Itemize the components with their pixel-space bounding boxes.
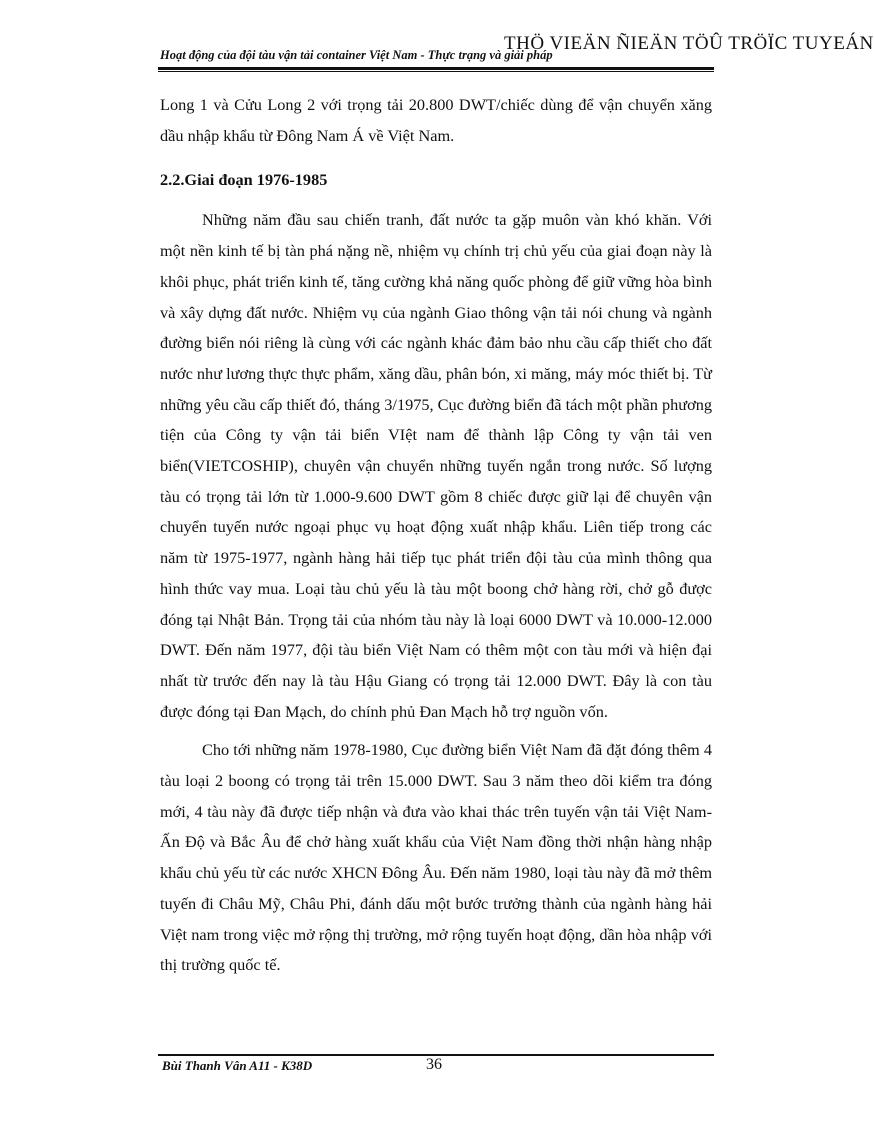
- page-number: 36: [426, 1056, 442, 1073]
- body-paragraph-1: Những năm đầu sau chiến tranh, đất nước ta gặp muôn vàn khó khăn. Với một nền kinh tế bị tàn phá nặng nề, nhiệm vụ chính trị chủ yếu của giai đoạn này là khôi phục, phát triển kinh tế, tăng cường khả năng quốc phòng để giữ vững hòa bình và xây dựng đất nước. Nhiệm vụ của ngành Giao thông vận tải nói chung và ngành đường biển nói riêng là cùng với các ngành khác đảm bảo nhu cầu cấp thiết cho đất nước như lương thực thực phẩm, xăng dầu, phân bón, xi măng, máy móc thiết bị. Từ những yêu cầu cấp thiết đó, tháng 3/1975, Cục đường biển đã tách một phần phương tiện của Công ty vận tải biển VIệt nam để thành lập Công ty vận tải ven biển(VIETCOSHIP), chuyên vận chuyển những tuyến ngắn trong nước. Số lượng tàu có trọng tải lớn từ 1.000-9.600 DWT gồm 8 chiếc được giữ lại để chuyên vận chuyển tuyến nước ngoại phục vụ hoạt động xuất nhập khẩu. Liên tiếp trong các năm từ 1975-1977, ngành hàng hải tiếp tục phát triển đội tàu của mình thông qua hình thức vay mua. Loại tàu chủ yếu là tàu một boong chở hàng rời, chở gỗ được đóng tại Nhật Bản. Trọng tải của nhóm tàu này là loại 6000 DWT và 10.000-12.000 DWT. Đến năm 1977, đội tàu biển Việt Nam có thêm một con tàu mới và hiện đại nhất từ trước đến nay là tàu Hậu Giang có trọng tải 12.000 DWT. Đây là con tàu được đóng tại Đan Mạch, do chính phủ Đan Mạch hỗ trợ nguồn vốn.: [160, 210, 712, 721]
- section-heading: 2.2.Giai đoạn 1976-1985: [160, 170, 328, 190]
- library-watermark: THÖ VIEÄN ÑIEÄN TÖÛ TRÖÏC TUYEÁN: [504, 33, 874, 54]
- page-header: [158, 30, 874, 66]
- intro-paragraph: Long 1 và Cửu Long 2 với trọng tải 20.800 DWT/chiếc dùng để vận chuyển xăng dầu nhập khẩu từ Đông Nam Á về Việt Nam.: [160, 95, 712, 145]
- running-title: Hoạt động của đội tàu vận tải container Việt Nam - Thực trạng và giải pháp: [160, 48, 553, 62]
- body-text: [160, 90, 712, 989]
- header-rule: [158, 67, 714, 70]
- header-rule-thin: [158, 71, 714, 72]
- body-paragraph-2: Cho tới những năm 1978-1980, Cục đường biển Việt Nam đã đặt đóng thêm 4 tàu loại 2 boong có trọng tải trên 15.000 DWT. Sau 3 năm theo dõi kiểm tra đóng mới, 4 tàu này đã được tiếp nhận và đưa vào khai thác trên tuyến vận tải Việt Nam-Ấn Độ và Bắc Âu để chở hàng xuất khẩu của Việt Nam đồng thời nhận hàng nhập khẩu chủ yếu từ các nước XHCN Đông Âu. Đến năm 1980, loại tàu này đã mở thêm tuyến đi Châu Mỹ, Châu Phi, đánh dấu một bước trưởng thành của ngành hàng hải Việt nam trong việc mở rộng thị trường, mở rộng tuyến hoạt động, dần hòa nhập với thị trường quốc tế.: [160, 740, 712, 975]
- footer-author: Bùi Thanh Vân A11 - K38D: [162, 1058, 313, 1073]
